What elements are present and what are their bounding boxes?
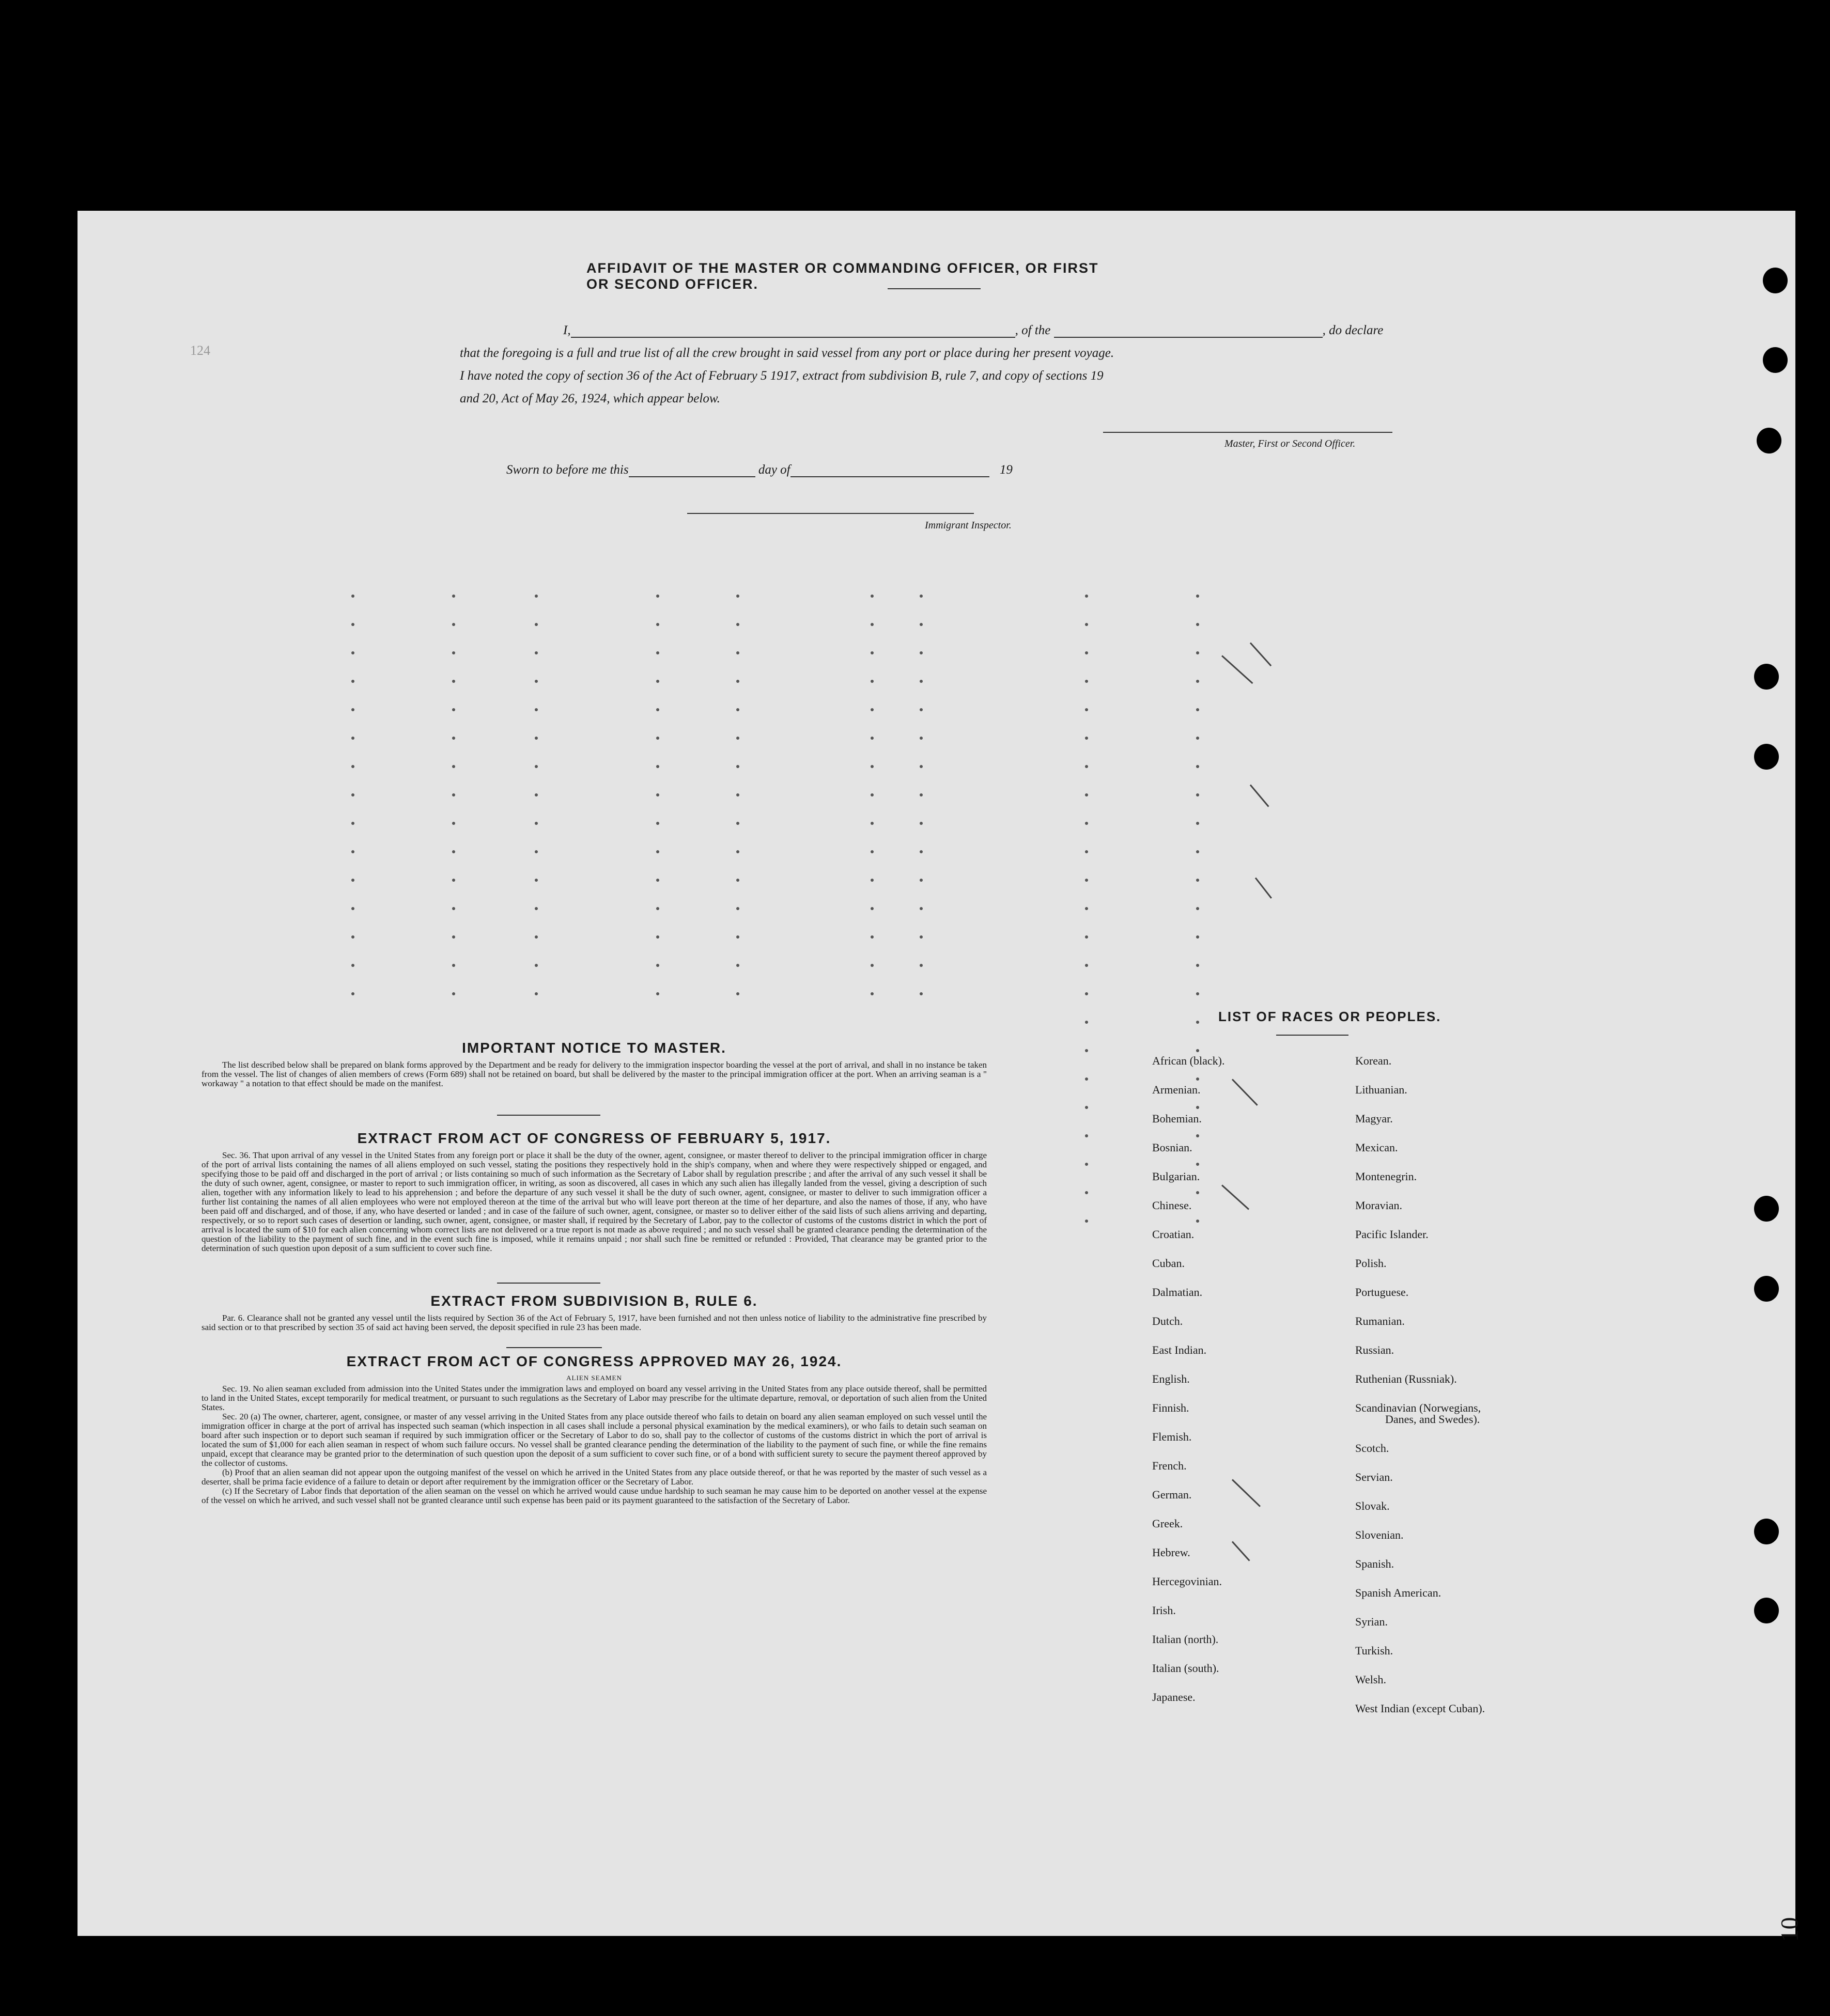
race-entry: Bosnian. [1152,1141,1192,1154]
punch-hole [1763,347,1788,373]
grid-dot [871,651,874,654]
race-entry: Moravian. [1355,1199,1403,1212]
grid-dot [1196,651,1199,654]
grid-dot [736,964,739,967]
race-entry: Spanish American. [1355,1586,1441,1599]
grid-dot [920,737,923,740]
grid-dot [736,623,739,626]
punch-hole [1757,428,1781,454]
grid-dot [1085,992,1088,995]
grid-dot [656,708,659,711]
extract-1924-paragraph: (b) Proof that an alien seaman did not appear upon the outgoing manifest of the vessel on which he arrived in the United States from any place outside thereof, or that he was reported by the master of such vessel as a deserter, shall be prima facie evidence of a failure to detain or deport after requirement by the immigration officer or the Secretary of Labor. [201,1467,987,1487]
grid-dot [920,850,923,853]
inspector-line [687,513,974,514]
grid-dot [452,992,455,995]
race-entry: Syrian. [1355,1615,1388,1628]
grid-dot [1196,737,1199,740]
grid-dot [736,765,739,768]
grid-dot [452,765,455,768]
name-blank [571,337,1015,338]
grid-dot [1085,879,1088,882]
race-entry: French. [1152,1459,1187,1472]
grid-dot [656,822,659,825]
race-entry: Italian (north). [1152,1633,1219,1646]
grid-dot [871,992,874,995]
check-mark [1255,878,1272,899]
grid-dot [351,737,354,740]
grid-dot [656,964,659,967]
grid-dot [920,651,923,654]
race-entry: Greek. [1152,1517,1183,1530]
notice-paragraph: The list described below shall be prepared on blank forms approved by the Department and be ready for delivery to the immigration inspector boarding the vessel at the port of arrival, and shall in no instance be taken from the vessel. The list of changes of alien members of crews (Form 689) shall not be retained on board, but shall be delivered by the master to the principal immigration officer at the port. When an arriving seaman is a " workaway " a notation to that effect should be made on the manifest. [201,1060,987,1088]
grid-dot [452,793,455,796]
extract-1924-subtitle: ALIEN SEAMEN [566,1374,622,1382]
grid-dot [871,822,874,825]
affidavit-title: AFFIDAVIT OF THE MASTER OR COMMANDING OFFICER, OR FIRST OR SECOND OFFICER. [586,260,1099,292]
punch-hole [1754,1196,1779,1222]
grid-dot [736,850,739,853]
race-entry: Russian. [1355,1343,1394,1356]
grid-dot [535,793,538,796]
grid-dot [351,623,354,626]
race-entry: Spanish. [1355,1557,1394,1570]
grid-dot [1085,850,1088,853]
extract-1924-paragraph: (c) If the Secretary of Labor finds that deportation of the alien seaman on the vessel on which he arrived would cause undue hardship to such seaman he may cause him to be deported on another vessel at the expense of the vessel on which he arrived, and such vessel shall not be granted clearance until such expense has been paid or its payment guaranteed to the satisfaction of the Secretary of Labor. [201,1486,987,1505]
grid-dot [1085,935,1088,939]
race-entry: Armenian. [1152,1083,1201,1096]
day-blank [629,476,755,477]
race-entry: Croatian. [1152,1228,1195,1241]
extract-1917-body [201,1151,987,1253]
affidavit-line-1 [522,323,1503,338]
check-mark [1250,785,1269,807]
grid-dot [1196,879,1199,882]
grid-dot [1085,651,1088,654]
corner-number: 10 [1776,1917,1804,1942]
grid-dot [1085,907,1088,910]
grid-dot [871,680,874,683]
grid-dot [351,793,354,796]
punch-hole [1754,1519,1779,1544]
race-entry: Italian (south). [1152,1662,1219,1675]
punch-hole [1754,664,1779,690]
extract-1924-paragraph: Sec. 19. No alien seaman excluded from admission into the United States under the immigration laws and employed on board any vessel arriving in the United States from any place outside thereof, shall be permitted to land in the United States, except temporarily for medical treatment, or pursuant to such regulations as the Secretary of Labor may prescribe for the ultimate departure, removal, or deportation of such alien from the United States. [201,1384,987,1412]
grid-dot [351,708,354,711]
grid-dot [1085,765,1088,768]
signature-caption: Master, First or Second Officer. [1224,438,1356,449]
grid-dot [656,765,659,768]
race-entry: Turkish. [1355,1644,1393,1657]
grid-dot [656,651,659,654]
grid-dot [535,651,538,654]
race-entry: English. [1152,1372,1190,1385]
grid-dot [736,680,739,683]
grid-dot [736,935,739,939]
grid-dot [1085,1077,1088,1081]
races-column-2 [1355,1046,1572,1723]
grid-dot [736,737,739,740]
grid-dot [1085,1049,1088,1052]
grid-dot [351,850,354,853]
check-mark [1250,642,1271,666]
title-divider [888,288,981,289]
grid-dot [736,879,739,882]
race-entry: Lithuanian. [1355,1083,1407,1096]
race-entry: Mexican. [1355,1141,1398,1154]
grid-dot [452,850,455,853]
grid-dot [535,680,538,683]
grid-dot [1085,708,1088,711]
grid-dot [351,935,354,939]
extract-1924-paragraph: Sec. 20 (a) The owner, charterer, agent, consignee, or master of any vessel arriving in the United States from any place outside thereof who fails to detain on board any alien seaman employed on such vessel until the immigration officer in charge at the port of arrival has inspected such seaman (which inspection in all cases shall include a personal physical examination by the medical examiners), or who fails to detain such seaman on board after such inspection or to deport such seaman if required by such immigration officer or the Secretary of Labor to do so, shall pay to the collector of customs of the customs district in which the port of arrival is located the sum of $1,000 for each alien seaman in respect of whom such failure occurs. No vessel shall be granted clearance pending the determination of the liability to the payment of such fine, or while the fine remains unpaid, except that clearance may be granted prior to the determination of such question upon the deposit of a sum sufficient to cover such fine, or of a bond with sufficient surety to secure the payment thereof approved by the collector of customs. [201,1412,987,1468]
race-entry: Rumanian. [1355,1315,1405,1327]
grid-dot [656,793,659,796]
affidavit-line-4: and 20, Act of May 26, 1924, which appear below. [460,392,720,405]
grid-dot [1085,1163,1088,1166]
grid-dot [1085,1021,1088,1024]
grid-dot [920,822,923,825]
section-divider [506,1347,602,1348]
punch-hole [1754,744,1779,770]
i-label: I, [563,323,571,337]
vessel-blank [1054,337,1323,338]
race-entry: Flemish. [1152,1430,1192,1443]
grid-dot [535,595,538,598]
grid-dot [1196,1021,1199,1024]
extract-1924-body [201,1384,987,1505]
race-entry: Chinese. [1152,1199,1192,1212]
grid-dot [351,964,354,967]
sworn-label: Sworn to before me this [506,463,629,477]
grid-dot [736,907,739,910]
race-entry: Scotch. [1355,1442,1389,1455]
race-entry: Montenegrin. [1355,1170,1417,1183]
grid-dot [1196,765,1199,768]
punch-hole [1754,1276,1779,1302]
grid-dot [351,651,354,654]
grid-dot [1085,793,1088,796]
grid-dot [920,793,923,796]
grid-dot [452,879,455,882]
races-divider [1276,1035,1348,1036]
grid-dot [871,595,874,598]
race-entry: Portuguese. [1355,1286,1409,1299]
race-entry: East Indian. [1152,1343,1207,1356]
grid-dot [351,680,354,683]
grid-dot [1196,708,1199,711]
grid-dot [1196,822,1199,825]
grid-dot [535,935,538,939]
grid-dot [452,680,455,683]
grid-dot [535,964,538,967]
race-entry: Dalmatian. [1152,1286,1203,1299]
grid-dot [1196,992,1199,995]
punch-hole [1763,268,1788,293]
rule6-body [201,1314,987,1332]
grid-dot [736,793,739,796]
grid-dot [656,879,659,882]
grid-dot [535,850,538,853]
grid-dot [351,765,354,768]
grid-dot [920,879,923,882]
grid-dot [1196,964,1199,967]
grid-dot [656,992,659,995]
grid-dot [351,992,354,995]
grid-dot [535,879,538,882]
race-entry: Irish. [1152,1604,1176,1617]
grid-dot [452,935,455,939]
day-of-label: day of [758,463,790,477]
grid-dot [656,623,659,626]
grid-dot [535,992,538,995]
race-entry: German. [1152,1488,1192,1501]
grid-dot [351,595,354,598]
grid-dot [920,992,923,995]
grid-dot [1196,850,1199,853]
extract-1917-title: EXTRACT FROM ACT OF CONGRESS OF FEBRUARY 5, 1917. [357,1130,831,1146]
race-entry: Danes, and Swedes). [1385,1413,1480,1426]
grid-dot [871,793,874,796]
grid-dot [452,623,455,626]
grid-dot [1085,1106,1088,1109]
grid-dot [736,992,739,995]
grid-dot [1085,623,1088,626]
grid-dot [452,907,455,910]
grid-dot [1085,822,1088,825]
extract-1917-paragraph: Sec. 36. That upon arrival of any vessel in the United States from any foreign port or place it shall be the duty of the owner, agent, consignee, or master thereof to deliver to the principal immigration officer in charge of the port of arrival lists containing the names of all aliens employed on such vessel, stating the positions they respectively hold in the ship's company, when and where they were respectively shipped or engaged, and specifying those to be paid off and discharged in the port of arrival ; or lists containing so much of such information as the Secretary of Labor shall by regulation prescribe ; and after the arrival of any such vessel it shall be the duty of such owner, agent, consignee, or master to report to such immigration officer, in writing, as soon as discovered, all cases in which any such alien has illegally landed from the vessel, giving a description of such alien, together with any information likely to lead to his apprehension ; and before the departure of any such vessel it shall be the duty of such owner, agent, consignee, or master to deliver to such immigration officer a further list containing the names of all alien employees who were not employed thereon at the time of the arrival but who will leave port thereon at the time of her departure, and also the names of those, if any, who have been paid off and discharged, and of those, if any, who have deserted or landed ; and in case of the failure of such owner, agent, consignee, or master so to deliver either of the said lists of such aliens arriving and departing, respectively, or so to report such cases of desertion or landing, such owner, agent, consignee, or master shall, if required by the Secretary of Labor, pay to the collector of customs of the customs district in which the port of arrival is located the sum of $10 for each alien concerning whom correct lists are not delivered or a true report is not made as above required ; and no such vessel shall be granted clearance pending the determination of the question of the liability to the payment of such fine, and in the event such fine is imposed, while it remains unpaid ; nor shall such fine be remitted or refunded : Provided, That clearance may be granted prior to the determination of such question upon deposit of a sum sufficient to cover such fine. [201,1150,987,1253]
race-entry: Polish. [1355,1257,1387,1270]
grid-dot [535,737,538,740]
grid-dot [920,935,923,939]
grid-dot [535,708,538,711]
inspector-caption: Immigrant Inspector. [925,520,1012,531]
race-entry: Japanese. [1152,1691,1196,1704]
race-entry: Cuban. [1152,1257,1185,1270]
race-entry: Dutch. [1152,1315,1183,1327]
grid-dot [871,765,874,768]
grid-dot [920,623,923,626]
grid-dot [920,595,923,598]
grid-dot [736,822,739,825]
grid-dot [535,765,538,768]
grid-dot [351,822,354,825]
race-entry: Welsh. [1355,1673,1386,1686]
race-entry: Finnish. [1152,1401,1189,1414]
race-entry: Bohemian. [1152,1112,1202,1125]
grid-dot [656,850,659,853]
grid-dot [871,907,874,910]
grid-dot [452,595,455,598]
grid-dot [1196,623,1199,626]
notice-title: IMPORTANT NOTICE TO MASTER. [462,1040,726,1056]
grid-dot [1196,680,1199,683]
race-entry: Servian. [1355,1471,1393,1483]
grid-dot [452,737,455,740]
punch-hole [1754,1598,1779,1623]
section-divider [497,1283,600,1284]
sworn-line [506,463,1178,477]
grid-dot [920,680,923,683]
grid-dot [535,623,538,626]
race-entry: Pacific Islander. [1355,1228,1429,1241]
grid-dot [871,879,874,882]
race-entry: Bulgarian. [1152,1170,1200,1183]
notice-body [201,1060,987,1088]
grid-dot [1085,1134,1088,1137]
grid-dot [1085,1220,1088,1223]
grid-dot [535,907,538,910]
document-page [77,211,1804,1942]
grid-dot [452,708,455,711]
rule6-title: EXTRACT FROM SUBDIVISION B, RULE 6. [430,1293,758,1309]
race-entry: Magyar. [1355,1112,1393,1125]
grid-dot [535,822,538,825]
race-entry: Ruthenian (Russniak). [1355,1372,1457,1385]
race-entry: Scandinavian (Norwegians, [1355,1401,1481,1414]
grid-dot [871,737,874,740]
grid-dot [452,964,455,967]
grid-dot [920,708,923,711]
grid-dot [920,907,923,910]
races-title: LIST OF RACES OR PEOPLES. [1218,1009,1441,1024]
grid-dot [1085,595,1088,598]
race-entry: Slovak. [1355,1499,1390,1512]
races-column-1 [1152,1046,1348,1712]
grid-dot [1085,737,1088,740]
section-divider [497,1115,600,1116]
grid-dot [871,935,874,939]
check-mark [1221,655,1253,684]
margin-number: 124 [190,343,210,358]
grid-dot [656,680,659,683]
grid-dot [1196,907,1199,910]
grid-dot [1196,793,1199,796]
race-entry: Hebrew. [1152,1546,1190,1559]
grid-dot [1085,1191,1088,1194]
race-entry: African (black). [1152,1054,1225,1067]
extract-1924-title: EXTRACT FROM ACT OF CONGRESS APPROVED MAY 26, 1924. [346,1353,842,1369]
grid-dot [656,737,659,740]
race-entry: Hercegovinian. [1152,1575,1222,1588]
grid-dot [871,708,874,711]
grid-dot [920,765,923,768]
grid-dot [736,708,739,711]
grid-dot [1196,935,1199,939]
affidavit-line-3: I have noted the copy of section 36 of the Act of February 5 1917, extract from subdivision B, rule 7, and copy of sections 19 [460,369,1104,383]
affidavit-line-2: that the foregoing is a full and true list of all the crew brought in said vessel from any port or place during her present voyage. [460,346,1114,360]
grid-dot [871,964,874,967]
month-blank [790,476,989,477]
race-entry: Slovenian. [1355,1528,1404,1541]
grid-dot [1085,680,1088,683]
grid-dot [656,907,659,910]
grid-dot [871,850,874,853]
grid-dot [452,822,455,825]
grid-dot [351,907,354,910]
grid-dot [1196,595,1199,598]
grid-dot [920,964,923,967]
grid-dot [736,651,739,654]
race-entry: Korean. [1355,1054,1392,1067]
grid-dot [351,879,354,882]
grid-dot [656,935,659,939]
do-declare-label: , do declare [1322,323,1384,337]
race-entry: West Indian (except Cuban). [1355,1702,1485,1715]
grid-dot [1085,964,1088,967]
year-prefix: 19 [999,463,1013,477]
grid-dot [736,595,739,598]
rule6-paragraph: Par. 6. Clearance shall not be granted any vessel until the lists required by Section 36 of the Act of February 5, 1917, have been furnished and not then unless notice of liability to the administrative fine prescribed by said section or to that prescribed by section 35 of said act having been served, the deposit specified in rule 23 has been made. [201,1313,987,1332]
grid-dot [656,595,659,598]
of-the-label: , of the [1015,323,1051,337]
signature-line [1103,432,1392,433]
grid-dot [452,651,455,654]
grid-dot [871,623,874,626]
